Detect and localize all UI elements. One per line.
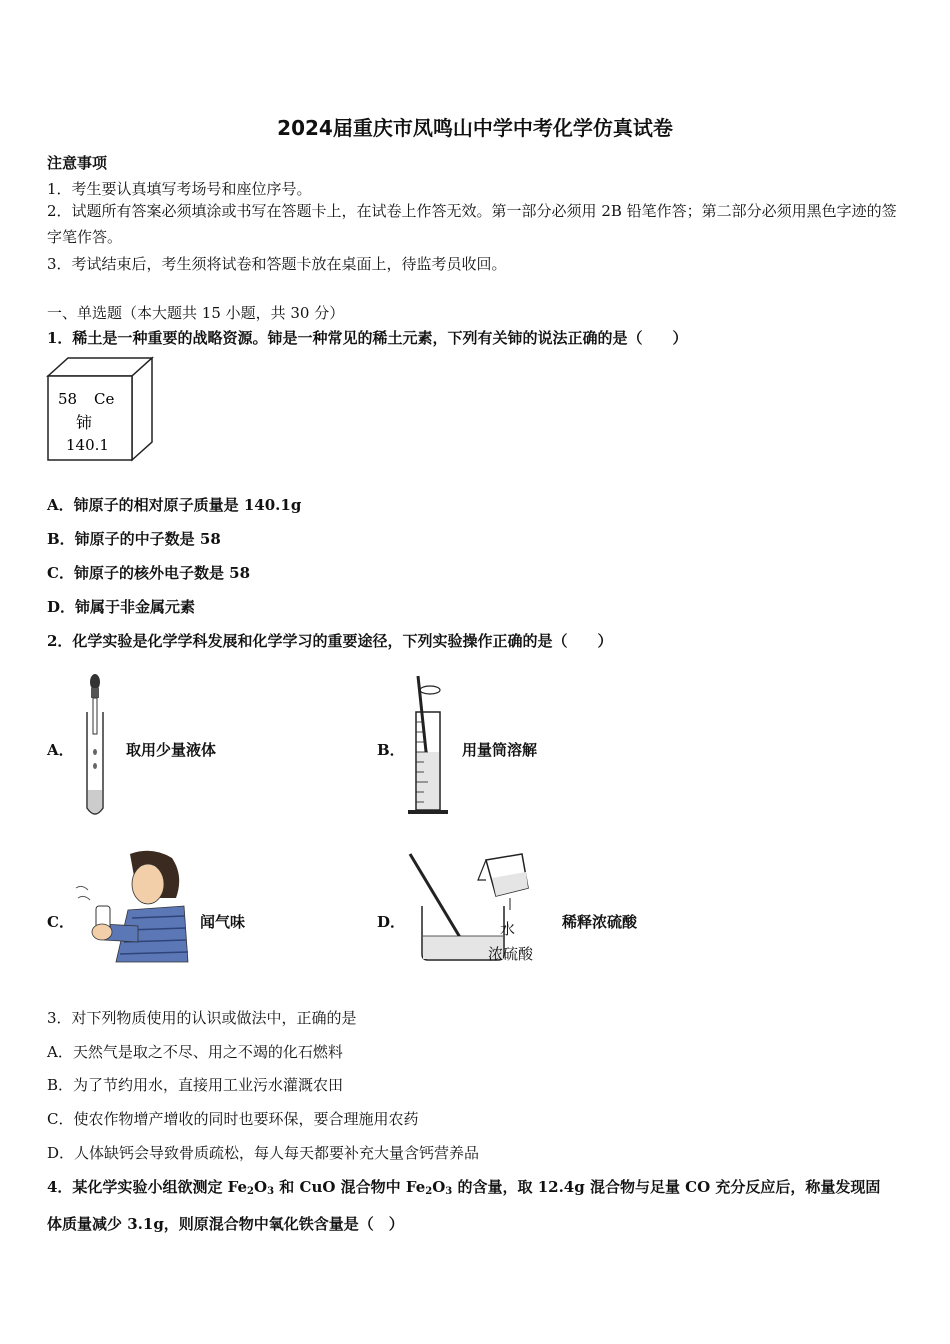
graduated-cylinder-figure bbox=[404, 672, 452, 818]
q1-stem: 1．稀土是一种重要的战略资源。铈是一种常见的稀土元素，下列有关铈的说法正确的是（ ） bbox=[47, 329, 688, 347]
notice-item-3: 3．考试结束后，考生须将试卷和答题卡放在桌面上，待监考员收回。 bbox=[47, 255, 507, 273]
q2-option-d-letter: D． bbox=[377, 913, 406, 931]
page-title: 2024届重庆市凤鸣山中学中考化学仿真试卷 bbox=[277, 116, 673, 140]
q3-option-b: B．为了节约用水，直接用工业污水灌溉农田 bbox=[47, 1076, 344, 1094]
element-name: 铈 bbox=[76, 413, 93, 432]
q2-option-a-letter: A． bbox=[47, 741, 74, 759]
q3-option-d: D．人体缺钙会导致骨质疏松，每人每天都要补充大量含钙营养品 bbox=[47, 1144, 480, 1162]
section-heading: 一、单选题（本大题共 15 小题，共 30 分） bbox=[47, 304, 345, 322]
q2-option-b-letter: B． bbox=[377, 741, 405, 759]
q4-text-d: O bbox=[432, 1178, 446, 1196]
q2-option-d-text: 稀释浓硫酸 bbox=[562, 913, 638, 931]
q2-option-b-text: 用量筒溶解 bbox=[462, 741, 538, 759]
q3-option-a: A．天然气是取之不尽、用之不竭的化石燃料 bbox=[47, 1043, 343, 1061]
q2-option-c-text: 闻气味 bbox=[200, 913, 246, 931]
dropper-test-tube-figure bbox=[78, 672, 114, 822]
q4-sub-1: 2 bbox=[247, 1186, 255, 1197]
q1-option-b: B．铈原子的中子数是 58 bbox=[47, 530, 221, 548]
q4-stem-line-1 bbox=[47, 1176, 880, 1197]
q1-option-d: D．铈属于非金属元素 bbox=[47, 598, 196, 616]
q4-text-b: O bbox=[254, 1178, 268, 1196]
q2-option-c-letter: C． bbox=[47, 913, 74, 931]
notice-item-1: 1．考生要认真填写考场号和座位序号。 bbox=[47, 180, 312, 198]
label-concentrated-acid: 浓硫酸 bbox=[488, 945, 534, 963]
q3-stem: 3．对下列物质使用的认识或做法中，正确的是 bbox=[47, 1009, 357, 1027]
q1-option-a: A．铈原子的相对原子质量是 140.1g bbox=[47, 496, 302, 514]
label-water: 水 bbox=[500, 920, 516, 938]
q2-option-a-text: 取用少量液体 bbox=[126, 741, 217, 759]
q4-sub-4: 3 bbox=[445, 1186, 453, 1197]
q4-text-c: 和 CuO 混合物中 Fe bbox=[274, 1178, 426, 1196]
element-number: 58 bbox=[58, 390, 78, 408]
element-mass: 140.1 bbox=[66, 436, 109, 454]
q2-stem: 2．化学实验是化学学科发展和化学学习的重要途径，下列实验操作正确的是（ ） bbox=[47, 632, 613, 650]
notice-item-2: 2．试题所有答案必须填涂或书写在答题卡上，在试卷上作答无效。第一部分必须用 2B 铅笔作答；第二部分必须用黑色字迹的签字笔作答。 bbox=[47, 202, 897, 246]
smelling-person-figure bbox=[72, 846, 192, 964]
element-box-figure bbox=[46, 356, 156, 464]
element-symbol: Ce bbox=[94, 390, 115, 408]
q1-option-c: C．铈原子的核外电子数是 58 bbox=[47, 564, 251, 582]
q4-text-e: 的含量，取 12.4g 混合物与足量 CO 充分反应后，称量发现固 bbox=[452, 1178, 881, 1196]
q4-sub-2: 3 bbox=[267, 1186, 275, 1197]
q4-sub-3: 2 bbox=[425, 1186, 433, 1197]
q3-option-c: C．使农作物增产增收的同时也要环保，要合理施用农药 bbox=[47, 1110, 419, 1128]
q4-stem-line-2: 体质量减少 3.1g，则原混合物中氧化铁含量是（ ） bbox=[47, 1215, 404, 1233]
notice-heading: 注意事项 bbox=[47, 154, 108, 172]
q4-text-a: 4．某化学实验小组欲测定 Fe bbox=[47, 1178, 248, 1196]
